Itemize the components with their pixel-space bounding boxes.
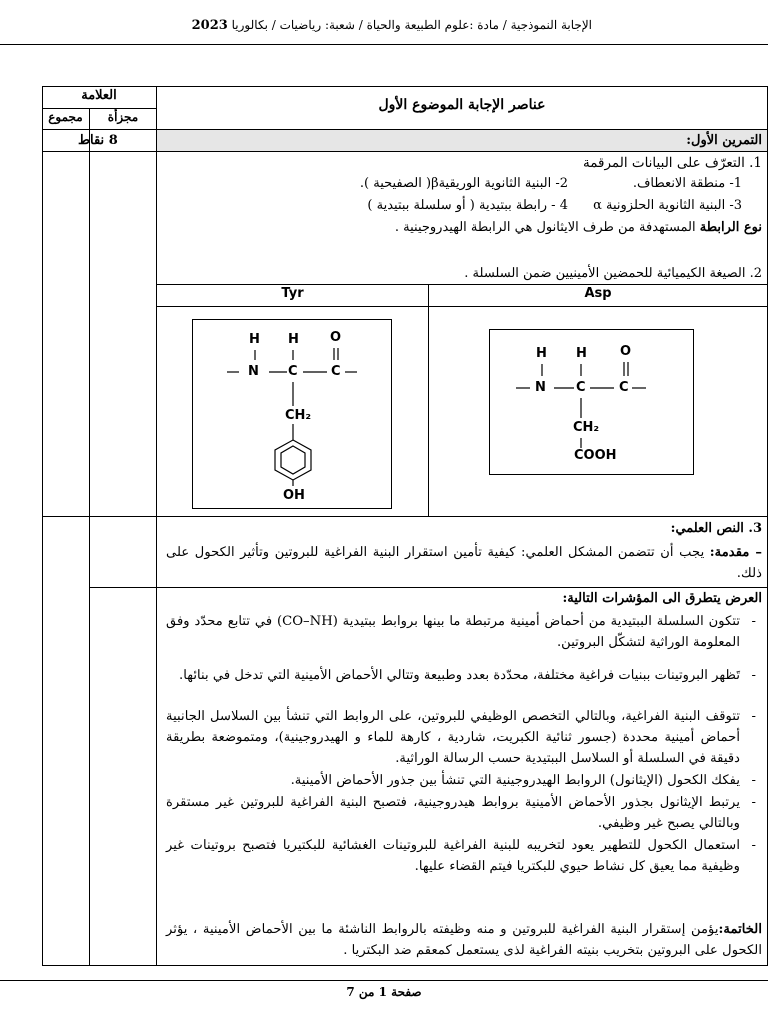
body-points <box>166 611 756 877</box>
tyr-oh: OH <box>283 488 305 503</box>
conclusion-label: الخاتمة: <box>718 922 762 937</box>
list-item: - يرتبط الإيثانول بجذور الأحماض الأمينية بروابط هيدروجينية، فتصبح البنية الفراغية للبروتين غير مستقرة وبالتالي يصبح غير وظيفي. <box>166 792 756 834</box>
list-item: - استعمال الكحول للتطهير يعود لتخريبه للبنية الفراغية للبروتينات الغشائية للبكتيريا فتصبح بروتينات غير وظيفية مما يعيق كل نشاط حيوي للبكتريا فيتم القضاء عليها. <box>166 835 756 877</box>
exercise-row-line <box>42 151 768 152</box>
table-border-bottom <box>42 965 768 966</box>
header-text: الإجابة النموذجية / مادة :علوم الطبيعة والحياة / شعبة: رياضيات / بكالوريا <box>231 18 592 32</box>
q3-title: 3. النص العلمي: <box>670 521 762 536</box>
intro-text: يجب أن تتضمن المشكل العلمي: كيفية تأمين استقرار البنية الفراغية للبروتين وتأثير الكحول على ذلك. <box>166 545 762 581</box>
q1-title: 1. التعرّف على البيانات المرقمة <box>582 155 762 171</box>
header-year: 2023 <box>191 18 228 33</box>
asp-o: O <box>620 344 632 359</box>
list-item: - تتوقف البنية الفراغية، وبالتالي التخصص الوظيفي للبروتين، على الروابط التي تنشأ بين السلاسل الجانبية أحماض أمينية محددة (جسور ثنائية الكبريت، شاردية ، كارهة للماء و الهيدروجينية)، ومتموضعة بطريقة دقيقة في السلسلة أو السلاسل الببتيدية حسب الرسالة الوراثية. <box>166 706 756 769</box>
body-title: العرض يتطرق الى المؤشرات التالية: <box>562 591 762 606</box>
label-4: 4 - رابطة ببتيدية ( أو سلسلة ببتيدية ) <box>367 198 568 213</box>
list-item: - تَظهر البروتينات ببنيات فراغية مختلفة، محدّدة بعدد وطبيعة وتتالي الأحماض الأمينية التي تدخل في بنائها. <box>166 665 756 686</box>
label-3: 3- البنية الثانوية الحلزونية α <box>593 198 742 213</box>
asp-h1: H <box>536 346 547 361</box>
asp-c1: C <box>576 380 586 395</box>
column-divider-total <box>89 108 90 966</box>
conclusion-paragraph <box>166 919 762 961</box>
tyr-h2: H <box>288 332 299 347</box>
answer-table <box>42 86 768 966</box>
footer-rule <box>0 980 768 981</box>
column-divider-content <box>156 86 157 966</box>
tyr-h1: H <box>249 332 260 347</box>
asp-n: N <box>535 380 546 395</box>
exercise-row-shade <box>157 130 767 151</box>
grade-header: العلامة <box>81 88 117 103</box>
asp-header: Asp <box>584 286 612 301</box>
partial-grade-header: مجزأة <box>107 110 139 124</box>
body-points-list <box>166 611 756 877</box>
page-header <box>60 18 592 40</box>
asp-structure <box>489 329 694 475</box>
tyr-ch2: CH₂ <box>285 408 312 423</box>
body-section-line <box>89 587 768 588</box>
tyr-n: N <box>248 364 259 379</box>
tyr-c2: C <box>331 364 341 379</box>
exercise-title: التمرين الأول: <box>686 133 762 148</box>
tyr-c1: C <box>288 364 298 379</box>
total-grade-header: مجموع <box>48 110 83 124</box>
label-2: 2- البنية الثانوية الوريقيةβ( الصفيحية ). <box>359 176 568 191</box>
tyr-structure <box>192 319 392 509</box>
table-subject-header: عناصر الإجابة الموضوع الأول <box>378 97 546 113</box>
asp-cooh: COOH <box>574 448 617 463</box>
bond-type-text: المستهدفة من طرف الايثانول هي الرابطة الهيدروجينية . <box>394 220 700 235</box>
bond-type-label: نوع الرابطة <box>699 220 762 235</box>
amino-table-divider <box>428 284 429 516</box>
section3-top-line <box>42 516 768 517</box>
introduction-paragraph <box>166 542 762 584</box>
list-item: - تتكون السلسلة الببتيدية من أحماض أمينية مرتبطة ما بينها بروابط ببتيدية (CO–NH) في تتابع محدّد وفق المعلومة الوراثية لتشكّل البروتين. <box>166 611 756 653</box>
tyr-o: O <box>330 330 342 345</box>
asp-h2: H <box>576 346 587 361</box>
q2-title: 2. الصيغة الكيميائية للحمضين الأمينيين ضمن السلسلة . <box>464 266 762 281</box>
label-1: 1- منطقة الانعطاف. <box>632 176 742 191</box>
exercise-points: 8 نقاط <box>78 133 118 148</box>
asp-ch2: CH₂ <box>573 420 600 435</box>
tyr-header: Tyr <box>281 286 304 301</box>
header-rule <box>0 44 768 45</box>
conclusion-text: يؤمن إستقرار البنية الفراغية للبروتين و منه وظيفته بالروابط الناشئة ما بين الأحماض الأمينية ، يؤثر الكحول على البروتين بتخريب بنيته الفراغية لذى يستعمل كمعقم ضد البكتريا . <box>166 922 762 958</box>
grade-subheader-line <box>42 108 156 109</box>
amino-table-header-line <box>156 306 768 307</box>
amino-table-top <box>156 284 768 285</box>
asp-c2: C <box>619 380 629 395</box>
table-border-left <box>42 86 43 966</box>
list-item: - يفكك الكحول (الإيثانول) الروابط الهيدروجينية التي تنشأ بين جذور الأحماض الأمينية. <box>166 770 756 791</box>
table-border-top <box>42 86 768 87</box>
page-number: صفحة 1 من 7 <box>346 985 422 999</box>
bond-type-line <box>395 218 762 238</box>
intro-label: – مقدمة: <box>709 545 762 560</box>
